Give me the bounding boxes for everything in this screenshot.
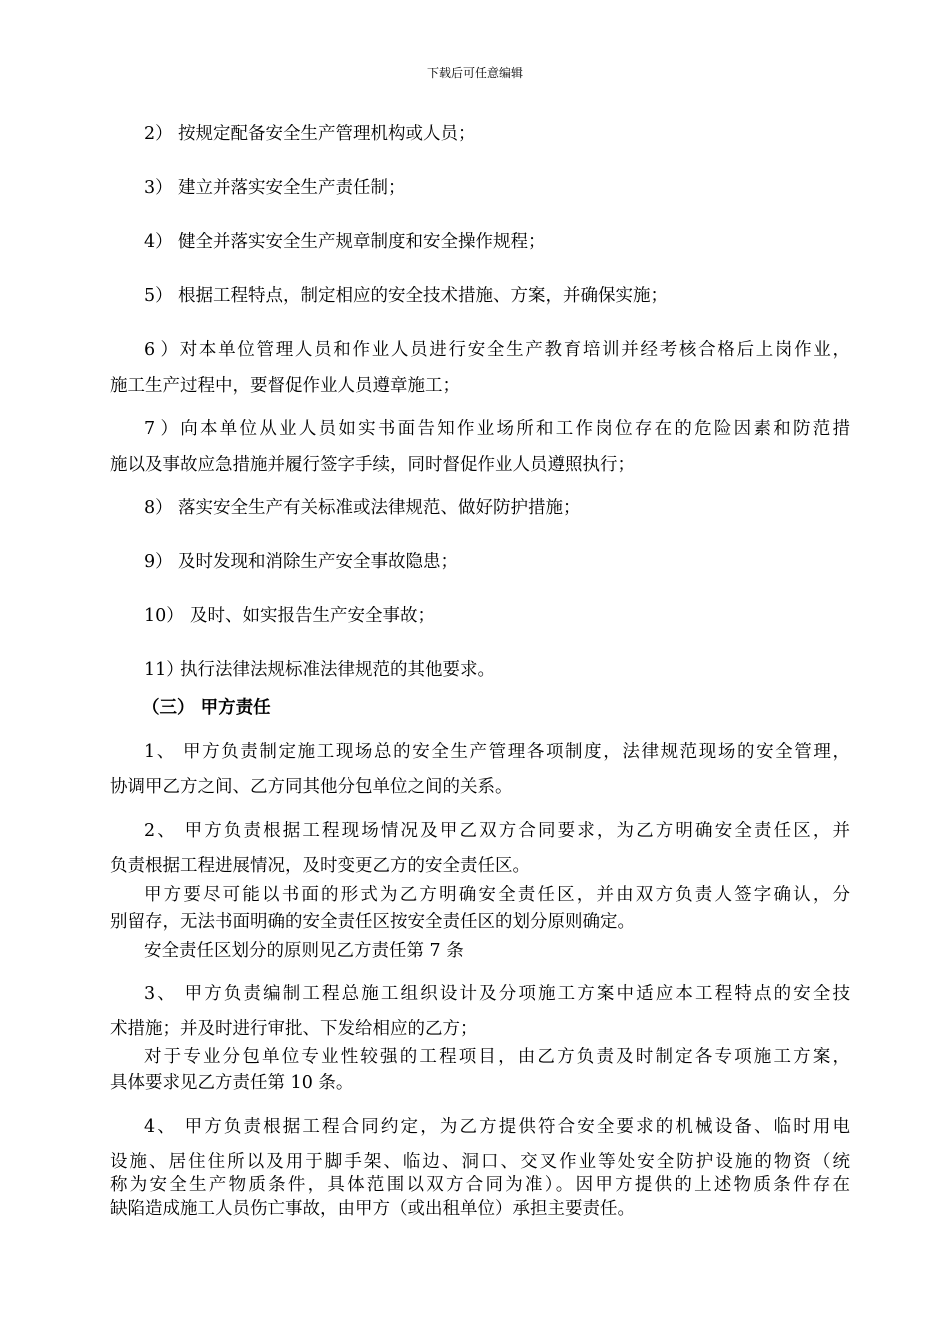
para-4-line1: 4、 甲方负责根据工程合同约定，为乙方提供符合安全要求的机械设备、临时用电 [144,1117,850,1137]
item-number: 4） [144,232,173,252]
item-number: 11） [144,660,184,680]
list-item-11 [110,659,850,681]
item-number: 7） [144,419,178,439]
list-item-2 [110,123,850,145]
para-2a-line2: 别留存，无法书面明确的安全责任区按安全责任区的划分原则确定。 [110,912,635,932]
item-text: 根据工程特点，制定相应的安全技术措施、方案，并确保实施； [178,286,668,306]
para-3a-line2: 具体要求见乙方责任第 10 条。 [110,1073,354,1093]
item-text: 对本单位管理人员和作业人员进行安全生产教育培训并经考核合格后上岗作业， [178,340,850,360]
para-3a-line1: 对于专业分包单位专业性较强的工程项目，由乙方负责及时制定各专项施工方案， [144,1047,850,1067]
para-3-line1: 3、 甲方负责编制工程总施工组织设计及分项施工方案中适应本工程特点的安全技 [144,984,850,1004]
list-item-7-line2: 施以及事故应急措施并履行签字手续，同时督促作业人员遵照执行； [110,455,635,475]
item-text: 执行法律法规标准法律规范的其他要求。 [180,660,495,680]
para-2-line1: 2、 甲方负责根据工程现场情况及甲乙双方合同要求，为乙方明确安全责任区，并 [144,821,850,841]
item-number: 2） [144,124,173,144]
item-text: 按规定配备安全生产管理机构或人员； [178,124,476,144]
list-item-9 [110,551,850,573]
item-text: 建立并落实安全生产责任制； [178,178,406,198]
item-text: 及时发现和消除生产安全事故隐患； [178,552,458,572]
list-item-4 [110,231,850,253]
list-item-8 [110,497,850,519]
para-3-line2: 术措施；并及时进行审批、下发给相应的乙方； [110,1019,478,1039]
item-number: 3） [144,178,173,198]
list-item-3 [110,177,850,199]
item-number: 9） [144,552,173,572]
para-4-line2: 设施、居住住所以及用于脚手架、临边、洞口、交叉作业等处安全防护设施的物资（统 [110,1152,850,1172]
item-text: 落实安全生产有关标准或法律规范、做好防护措施； [178,498,581,518]
para-4-line3: 称为安全生产物质条件，具体范围以双方合同为准）。因甲方提供的上述物质条件存在 [110,1175,850,1195]
para-4-line4: 缺陷造成施工人员伤亡事故，由甲方（或出租单位）承担主要责任。 [110,1199,635,1219]
page-header: 下载后可任意编辑 [426,66,523,80]
list-item-6-line2: 施工生产过程中，要督促作业人员遵章施工； [110,376,460,396]
item-number: 10） [144,606,184,626]
para-2-line2: 负责根据工程进展情况，及时变更乙方的安全责任区。 [110,856,530,876]
list-item-6-line1 [110,339,850,361]
section-heading: （三） 甲方责任 [142,698,271,718]
para-2b-line1: 安全责任区划分的原则见乙方责任第 7 条 [144,941,464,961]
list-item-5 [110,285,850,307]
item-text: 及时、如实报告生产安全事故； [190,606,435,626]
para-1-line1: 1、 甲方负责制定施工现场总的安全生产管理各项制度，法律规范现场的安全管理， [144,742,850,762]
item-text: 健全并落实安全生产规章制度和安全操作规程； [178,232,546,252]
para-1-line2: 协调甲乙方之间、乙方同其他分包单位之间的关系。 [110,777,513,797]
item-text: 向本单位从业人员如实书面告知作业场所和工作岗位存在的危险因素和防范措 [178,419,850,439]
item-number: 6） [144,340,178,360]
item-number: 8） [144,498,173,518]
item-number: 5） [144,286,173,306]
list-item-7-line1 [110,418,850,440]
para-2a-line1: 甲方要尽可能以书面的形式为乙方明确安全责任区，并由双方负责人签字确认，分 [144,885,850,905]
list-item-10 [110,605,850,627]
